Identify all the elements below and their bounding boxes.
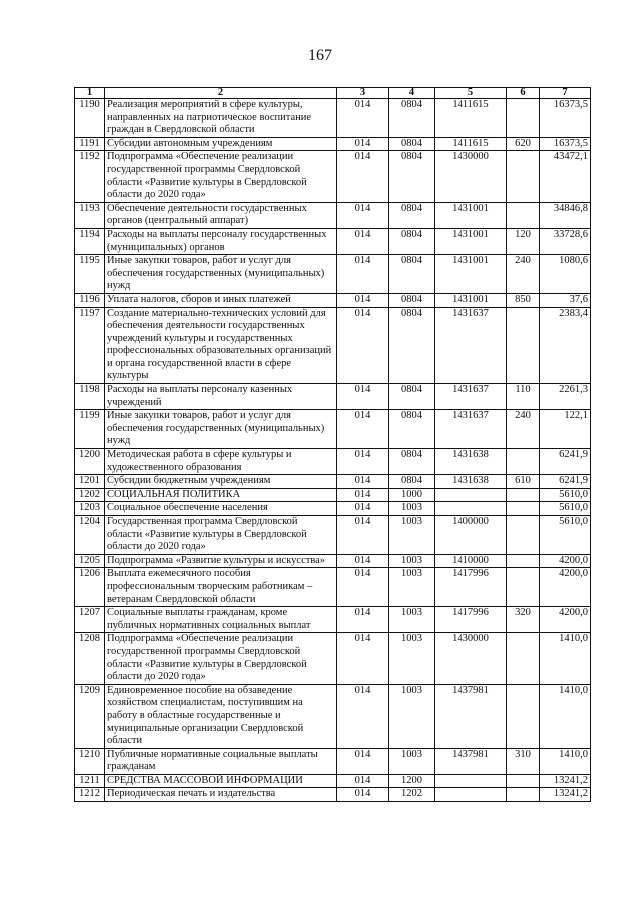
cell-sect: 0804 (389, 255, 435, 294)
cell-vr (507, 684, 540, 748)
header-cell: 2 (105, 88, 337, 99)
cell-num: 1210 (75, 748, 105, 774)
cell-num: 1201 (75, 475, 105, 489)
cell-num: 1196 (75, 293, 105, 307)
cell-sect: 1003 (389, 633, 435, 684)
cell-cs (435, 774, 507, 788)
cell-num: 1193 (75, 202, 105, 228)
cell-num: 1195 (75, 255, 105, 294)
cell-name: Подпрограмма «Развитие культуры и искусства» (105, 554, 337, 568)
cell-cs: 1417996 (435, 568, 507, 607)
cell-sum: 33728,6 (540, 228, 591, 254)
table-row (75, 788, 591, 802)
cell-cs: 1400000 (435, 516, 507, 555)
cell-sum: 122,1 (540, 410, 591, 449)
cell-sum: 1410,0 (540, 748, 591, 774)
cell-sect: 1003 (389, 748, 435, 774)
cell-sum: 4200,0 (540, 554, 591, 568)
cell-name: Создание материально-технических условий для обеспечения деятельности государственных учреждений культуры и государственных профессиональных образовательных организаций и органа государственной власти в сфере культуры (105, 307, 337, 384)
table-row (75, 255, 591, 294)
cell-cs: 1431001 (435, 228, 507, 254)
cell-vr (507, 554, 540, 568)
cell-vr: 240 (507, 410, 540, 449)
cell-num: 1208 (75, 633, 105, 684)
cell-gr: 014 (337, 137, 389, 151)
cell-gr: 014 (337, 99, 389, 138)
table-row (75, 516, 591, 555)
cell-sum: 5610,0 (540, 502, 591, 516)
cell-cs: 1431637 (435, 307, 507, 384)
cell-name: Расходы на выплаты персоналу государственных (муниципальных) органов (105, 228, 337, 254)
cell-num: 1194 (75, 228, 105, 254)
table-row (75, 502, 591, 516)
table-row (75, 293, 591, 307)
cell-vr (507, 449, 540, 475)
cell-num: 1204 (75, 516, 105, 555)
cell-gr: 014 (337, 228, 389, 254)
cell-gr: 014 (337, 633, 389, 684)
cell-cs: 1411615 (435, 137, 507, 151)
cell-sect: 1200 (389, 774, 435, 788)
cell-name: Единовременное пособие на обзаведение хозяйством специалистам, поступившим на работу в областные государственные и муниципальные организации Свердловской области (105, 684, 337, 748)
table-header-row (75, 88, 591, 99)
cell-name: СРЕДСТВА МАССОВОЙ ИНФОРМАЦИИ (105, 774, 337, 788)
cell-cs: 1431001 (435, 293, 507, 307)
header-cell: 4 (389, 88, 435, 99)
table-row (75, 99, 591, 138)
cell-vr (507, 99, 540, 138)
cell-vr: 850 (507, 293, 540, 307)
cell-sect: 0804 (389, 293, 435, 307)
page-number: 167 (308, 47, 332, 64)
cell-vr (507, 502, 540, 516)
table-row (75, 475, 591, 489)
cell-name: Выплата ежемесячного пособия профессиональным творческим работникам – ветеранам Свердловской области (105, 568, 337, 607)
cell-cs (435, 502, 507, 516)
header-cell: 6 (507, 88, 540, 99)
cell-sum: 4200,0 (540, 607, 591, 633)
cell-gr: 014 (337, 293, 389, 307)
cell-name: Социальное обеспечение населения (105, 502, 337, 516)
cell-vr: 310 (507, 748, 540, 774)
cell-sect: 1003 (389, 684, 435, 748)
cell-num: 1202 (75, 488, 105, 502)
cell-cs: 1437981 (435, 684, 507, 748)
table-row (75, 228, 591, 254)
cell-vr: 110 (507, 384, 540, 410)
cell-gr: 014 (337, 410, 389, 449)
cell-cs (435, 488, 507, 502)
table-row (75, 554, 591, 568)
cell-sect: 1003 (389, 516, 435, 555)
cell-name: СОЦИАЛЬНАЯ ПОЛИТИКА (105, 488, 337, 502)
cell-gr: 014 (337, 568, 389, 607)
cell-sum: 5610,0 (540, 488, 591, 502)
cell-sect: 1003 (389, 502, 435, 516)
cell-gr: 014 (337, 202, 389, 228)
cell-sect: 0804 (389, 151, 435, 202)
cell-gr: 014 (337, 151, 389, 202)
cell-sum: 6241,9 (540, 475, 591, 489)
cell-sum: 1410,0 (540, 684, 591, 748)
cell-num: 1203 (75, 502, 105, 516)
header-cell: 5 (435, 88, 507, 99)
cell-name: Подпрограмма «Обеспечение реализации государственной программы Свердловской области «Развитие культуры в Свердловской области до 2020 года» (105, 151, 337, 202)
cell-cs: 1430000 (435, 633, 507, 684)
table-row (75, 410, 591, 449)
cell-cs: 1410000 (435, 554, 507, 568)
cell-sum: 1410,0 (540, 633, 591, 684)
cell-name: Социальные выплаты гражданам, кроме публичных нормативных социальных выплат (105, 607, 337, 633)
cell-sum: 34846,8 (540, 202, 591, 228)
cell-num: 1198 (75, 384, 105, 410)
table-row (75, 607, 591, 633)
cell-sect: 0804 (389, 99, 435, 138)
cell-vr (507, 488, 540, 502)
cell-sect: 0804 (389, 449, 435, 475)
cell-num: 1211 (75, 774, 105, 788)
cell-sum: 13241,2 (540, 788, 591, 802)
table-row (75, 633, 591, 684)
cell-sect: 1202 (389, 788, 435, 802)
cell-gr: 014 (337, 788, 389, 802)
table-row (75, 307, 591, 384)
cell-cs: 1417996 (435, 607, 507, 633)
cell-sum: 6241,9 (540, 449, 591, 475)
cell-name: Реализация мероприятий в сфере культуры, направленных на патриотическое воспитание граждан в Свердловской области (105, 99, 337, 138)
cell-name: Подпрограмма «Обеспечение реализации государственной программы Свердловской области «Развитие культуры в Свердловской области до 2020 года» (105, 633, 337, 684)
cell-cs: 1431637 (435, 410, 507, 449)
cell-vr (507, 516, 540, 555)
cell-sum: 43472,1 (540, 151, 591, 202)
cell-cs: 1431637 (435, 384, 507, 410)
header-cell: 3 (337, 88, 389, 99)
cell-cs: 1411615 (435, 99, 507, 138)
cell-vr: 120 (507, 228, 540, 254)
cell-gr: 014 (337, 502, 389, 516)
table-row (75, 488, 591, 502)
cell-sect: 0804 (389, 137, 435, 151)
cell-sect: 1003 (389, 568, 435, 607)
header-cell: 1 (75, 88, 105, 99)
cell-num: 1192 (75, 151, 105, 202)
cell-gr: 014 (337, 554, 389, 568)
cell-gr: 014 (337, 748, 389, 774)
cell-cs: 1431638 (435, 449, 507, 475)
cell-num: 1199 (75, 410, 105, 449)
table-row (75, 384, 591, 410)
cell-vr: 320 (507, 607, 540, 633)
cell-gr: 014 (337, 516, 389, 555)
cell-vr (507, 307, 540, 384)
cell-vr: 240 (507, 255, 540, 294)
cell-num: 1205 (75, 554, 105, 568)
cell-cs: 1437981 (435, 748, 507, 774)
cell-gr: 014 (337, 774, 389, 788)
cell-num: 1212 (75, 788, 105, 802)
budget-table (74, 87, 591, 802)
cell-gr: 014 (337, 475, 389, 489)
cell-num: 1207 (75, 607, 105, 633)
table-row (75, 449, 591, 475)
cell-sect: 1003 (389, 554, 435, 568)
cell-sect: 0804 (389, 475, 435, 489)
cell-gr: 014 (337, 488, 389, 502)
table-row (75, 151, 591, 202)
cell-cs: 1431001 (435, 255, 507, 294)
cell-name: Методическая работа в сфере культуры и художественного образования (105, 449, 337, 475)
cell-sum: 16373,5 (540, 137, 591, 151)
cell-sect: 0804 (389, 228, 435, 254)
cell-vr (507, 568, 540, 607)
cell-sect: 0804 (389, 307, 435, 384)
cell-num: 1190 (75, 99, 105, 138)
cell-name: Обеспечение деятельности государственных органов (центральный аппарат) (105, 202, 337, 228)
cell-sum: 16373,5 (540, 99, 591, 138)
cell-cs: 1431001 (435, 202, 507, 228)
cell-name: Уплата налогов, сборов и иных платежей (105, 293, 337, 307)
cell-name: Периодическая печать и издательства (105, 788, 337, 802)
cell-name: Публичные нормативные социальные выплаты гражданам (105, 748, 337, 774)
cell-gr: 014 (337, 255, 389, 294)
cell-sum: 37,6 (540, 293, 591, 307)
cell-num: 1209 (75, 684, 105, 748)
cell-sum: 5610,0 (540, 516, 591, 555)
cell-sect: 0804 (389, 384, 435, 410)
table-row (75, 568, 591, 607)
cell-sect: 0804 (389, 410, 435, 449)
cell-gr: 014 (337, 684, 389, 748)
table-row (75, 684, 591, 748)
cell-sect: 0804 (389, 202, 435, 228)
cell-vr: 610 (507, 475, 540, 489)
cell-vr (507, 151, 540, 202)
table-row (75, 774, 591, 788)
cell-gr: 014 (337, 449, 389, 475)
cell-cs (435, 788, 507, 802)
cell-sum: 1080,6 (540, 255, 591, 294)
cell-vr (507, 788, 540, 802)
table-row (75, 748, 591, 774)
cell-vr (507, 633, 540, 684)
cell-sum: 4200,0 (540, 568, 591, 607)
cell-cs: 1430000 (435, 151, 507, 202)
cell-sect: 1003 (389, 607, 435, 633)
cell-vr: 620 (507, 137, 540, 151)
cell-cs: 1431638 (435, 475, 507, 489)
header-cell: 7 (540, 88, 591, 99)
cell-gr: 014 (337, 607, 389, 633)
cell-name: Субсидии автономным учреждениям (105, 137, 337, 151)
cell-num: 1200 (75, 449, 105, 475)
cell-sum: 13241,2 (540, 774, 591, 788)
table-row (75, 137, 591, 151)
cell-num: 1197 (75, 307, 105, 384)
cell-gr: 014 (337, 307, 389, 384)
table-row (75, 202, 591, 228)
cell-name: Иные закупки товаров, работ и услуг для обеспечения государственных (муниципальных) нужд (105, 410, 337, 449)
cell-sum: 2383,4 (540, 307, 591, 384)
cell-sum: 2261,3 (540, 384, 591, 410)
cell-name: Иные закупки товаров, работ и услуг для обеспечения государственных (муниципальных) нужд (105, 255, 337, 294)
cell-vr (507, 774, 540, 788)
cell-num: 1206 (75, 568, 105, 607)
cell-num: 1191 (75, 137, 105, 151)
cell-name: Государственная программа Свердловской области «Развитие культуры в Свердловской области до 2020 года» (105, 516, 337, 555)
cell-name: Субсидии бюджетным учреждениям (105, 475, 337, 489)
cell-vr (507, 202, 540, 228)
cell-gr: 014 (337, 384, 389, 410)
cell-name: Расходы на выплаты персоналу казенных учреждений (105, 384, 337, 410)
cell-sect: 1000 (389, 488, 435, 502)
